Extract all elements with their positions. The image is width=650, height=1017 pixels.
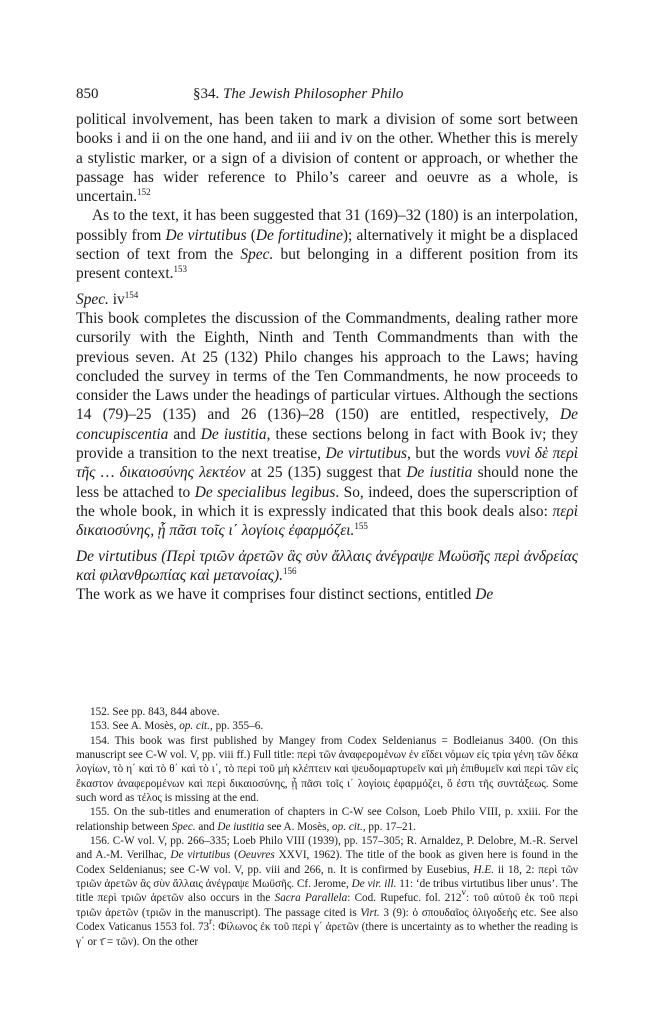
heading-text: iv — [108, 290, 125, 308]
paragraph-text: As to the text, it has been suggested that 31 (169)–32 (180) is an interpolation, possibly from — [76, 207, 578, 244]
paragraph-text: This book completes the discussion of the Commandments, dealing rather more cursorily with the Eighth, Ninth and Tenth Commandments than with the previous seven. At 25 (132) Philo changes his approach to the Laws; having concluded the survey in terms of the Ten Commandments, he now proceeds to consider the Laws under the headings of particular virtues. Although the sections 14 (79)–25 (135) and 26 (136)–28 (150) are entitled, respectively, — [76, 309, 578, 424]
footnote-ref: 156 — [283, 565, 297, 576]
footnote-text: r — [209, 916, 213, 927]
footnote-text: see A. Mosès, — [264, 820, 333, 833]
footnote-text: 3 (9): ὁ σπουδαῖος ὀλιγοδεὴς etc. See also Codex Vaticanus 1553 fol. 73 — [76, 906, 578, 934]
footnote-text: : τοῦ αὐτοῦ ἐκ τοῦ περὶ τριῶν ἀρετῶν (τριῶν in the manuscript). The passage cited is — [76, 892, 579, 919]
work-title: De specialibus legibus — [194, 483, 336, 501]
footnote-text: v — [461, 887, 467, 898]
footnote-153 — [76, 719, 578, 733]
footnote-ref: 152 — [137, 187, 151, 198]
paragraph-text: The work as we have it comprises four distinct sections, entitled — [76, 586, 476, 604]
footnote-ref: 154 — [124, 289, 139, 300]
footnote-text: 11: ‘de tribus virtutibus liber unus’. The title περὶ τριῶν ἀρετῶν also occurs in the — [76, 878, 579, 905]
paragraph-text: and — [168, 425, 201, 443]
footnote-text: XXVI, 1962). The title of the book as given here is found in the Codex Seldenianus; see C-W vol. V, pp. viii and 266, n. It is confirmed by Eusebius, — [76, 849, 578, 876]
paragraph-text: , these sections belong in fact with Book iv; they provide a transition to the next treatise, — [76, 425, 578, 463]
paragraph-1 — [76, 110, 578, 206]
heading-text: Spec. — [76, 290, 109, 308]
work-title: Spec. — [240, 246, 274, 264]
footnote-text: and — [195, 820, 218, 833]
footnote-156 — [76, 834, 578, 949]
page-number: 850 — [76, 86, 99, 102]
work-title: De iustitia — [200, 425, 267, 443]
paragraph-text: at 25 (135) suggest that — [245, 464, 407, 482]
footnote-text: op. cit. — [332, 820, 363, 833]
footnote-text: 155. On the sub-titles and enumeration of chapters in C-W see Colson, Loeb Philo VIII, p. xxiii. For the relationship between — [76, 806, 578, 833]
work-title: De — [475, 586, 494, 604]
footnote-text: De iustitia — [217, 820, 265, 833]
footnote-text: Sacra Parallela — [274, 892, 348, 905]
greek-quote: περὶ δικαιοσύνης, ᾗ πᾶσι τοῖς ι΄ λογίοις ἐφαρμόζει. — [76, 502, 578, 540]
footnote-text: ii 18, 2: περὶ τῶν τριῶν ἀρετῶν ἃς σὺν ἄλλαις ἀνέγραψε Μωϋσῆς. Cf. Jerome, — [76, 863, 578, 891]
footnote-text: De vir. ill. — [351, 878, 397, 891]
footnote-ref: 155 — [354, 521, 368, 532]
footnote-text: 153. See A. Mosès, — [90, 720, 180, 733]
footnote-text: Oeuvres — [237, 849, 275, 862]
main-text — [76, 110, 578, 604]
footnote-text: op. cit. — [179, 720, 210, 733]
paragraph-text: ); alternatively it might be a displaced section of text from the — [76, 226, 578, 264]
footnote-text: H.E. — [473, 863, 495, 876]
paragraph-4 — [76, 585, 578, 604]
running-head — [76, 86, 578, 106]
footnote-text: : Φίλωνος ἐκ τοῦ περὶ γ΄ ἀρετῶν (there is uncertainty as to whether the reading is γ΄ or τ̄ = τῶν). On the other — [76, 921, 578, 948]
work-title: De virtutibus — [165, 226, 247, 244]
footnote-ref: 153 — [173, 264, 187, 275]
footnotes — [76, 705, 578, 949]
work-title: De fortitudine — [255, 226, 343, 244]
paragraph-2 — [76, 206, 578, 283]
work-title: De iustitia — [406, 464, 473, 482]
footnote-152: 152. See pp. 843, 844 above. — [90, 706, 220, 718]
footnote-text: De virtutibus — [170, 849, 231, 862]
footnote-text: , pp. 17–21. — [362, 820, 416, 833]
footnote-text: ( — [230, 849, 238, 862]
running-title — [193, 86, 403, 103]
section-title: The Jewish Philosopher Philo — [223, 86, 404, 102]
work-title: De virtutibus — [325, 445, 408, 463]
paragraph-3 — [76, 309, 578, 541]
footnote-text: 156. C-W vol. V, pp. 266–335; Loeb Philo VIII (1939), pp. 157–305; R. Arnaldez, P. Delobre, M.-R. Servel and A.-M. Verilhac, — [76, 835, 578, 862]
footnote-text: Virt. — [360, 906, 380, 919]
heading-text: De virtutibus (Περὶ τριῶν ἀρετῶν ἃς σὺν ἄλλαις ἀνέγραψε Μωϋσῆς περὶ ἀνδρείας καὶ φιλανθρωπίας καὶ μετανοίας). — [76, 547, 578, 584]
footnote-text: Spec. — [171, 820, 196, 833]
footnote-text: , pp. 355–6. — [209, 720, 264, 733]
paragraph-text: but belonging in a different position from its present context. — [76, 246, 578, 283]
work-title: De concupiscentia — [76, 406, 578, 443]
paragraph-text: should none the less be attached to — [76, 464, 578, 501]
section-number: §34. — [193, 86, 220, 102]
footnote-155 — [76, 805, 578, 834]
footnote-text: : Cod. Rupefuc. fol. 212 — [347, 892, 462, 905]
section-heading-de-virtutibus — [76, 547, 578, 586]
paragraph-text: , but the words — [407, 445, 506, 463]
section-heading-spec-iv — [76, 290, 578, 309]
greek-quote: νυνὶ δὲ περὶ τῆς … δικαιοσύνης λεκτέον — [76, 445, 579, 482]
footnote-154: 154. This book was first published by Mangey from Codex Seldenianus = Bodleianus 3400. (On this manuscript see C-W vol. V, pp. viii ff.) Full title: περὶ τῶν ἀναφερομένων ἐν εἴδει νόμων εἰς τρία γένη τῶν δέκα λογίων, τὸ η΄ καὶ τὸ θ΄ καὶ τὸ ι΄, τὸ περὶ τοῦ μὴ κλέπτειν καὶ ψευδομαρτυρεῖν καὶ μὴ ἐπιθυμεῖν καὶ περὶ τῶν εἰς ἕκαστον ἀναφερομένων καὶ περὶ δικαιοσύνης, ᾗ πᾶσι τοῖς ι΄ λογίοις ἐφαρμόζει, ὅ ἐστι τῆς συντάξεως. Some such word as τέλος is missing at the end. — [76, 734, 578, 805]
paragraph-text: ( — [246, 226, 256, 244]
paragraph-text: . So, indeed, does the superscription of the whole book, in which it is expressly indicated that this book deals also: — [76, 483, 578, 520]
paragraph-text: political involvement, has been taken to mark a division of some sort between books i and ii on the one hand, and iii and iv on the other. Whether this is merely a stylistic marker, or a sign of a division of content or approach, or whether the passage has wider reference to Philo’s career and oeuvre as a whole, is uncertain. — [76, 111, 578, 206]
